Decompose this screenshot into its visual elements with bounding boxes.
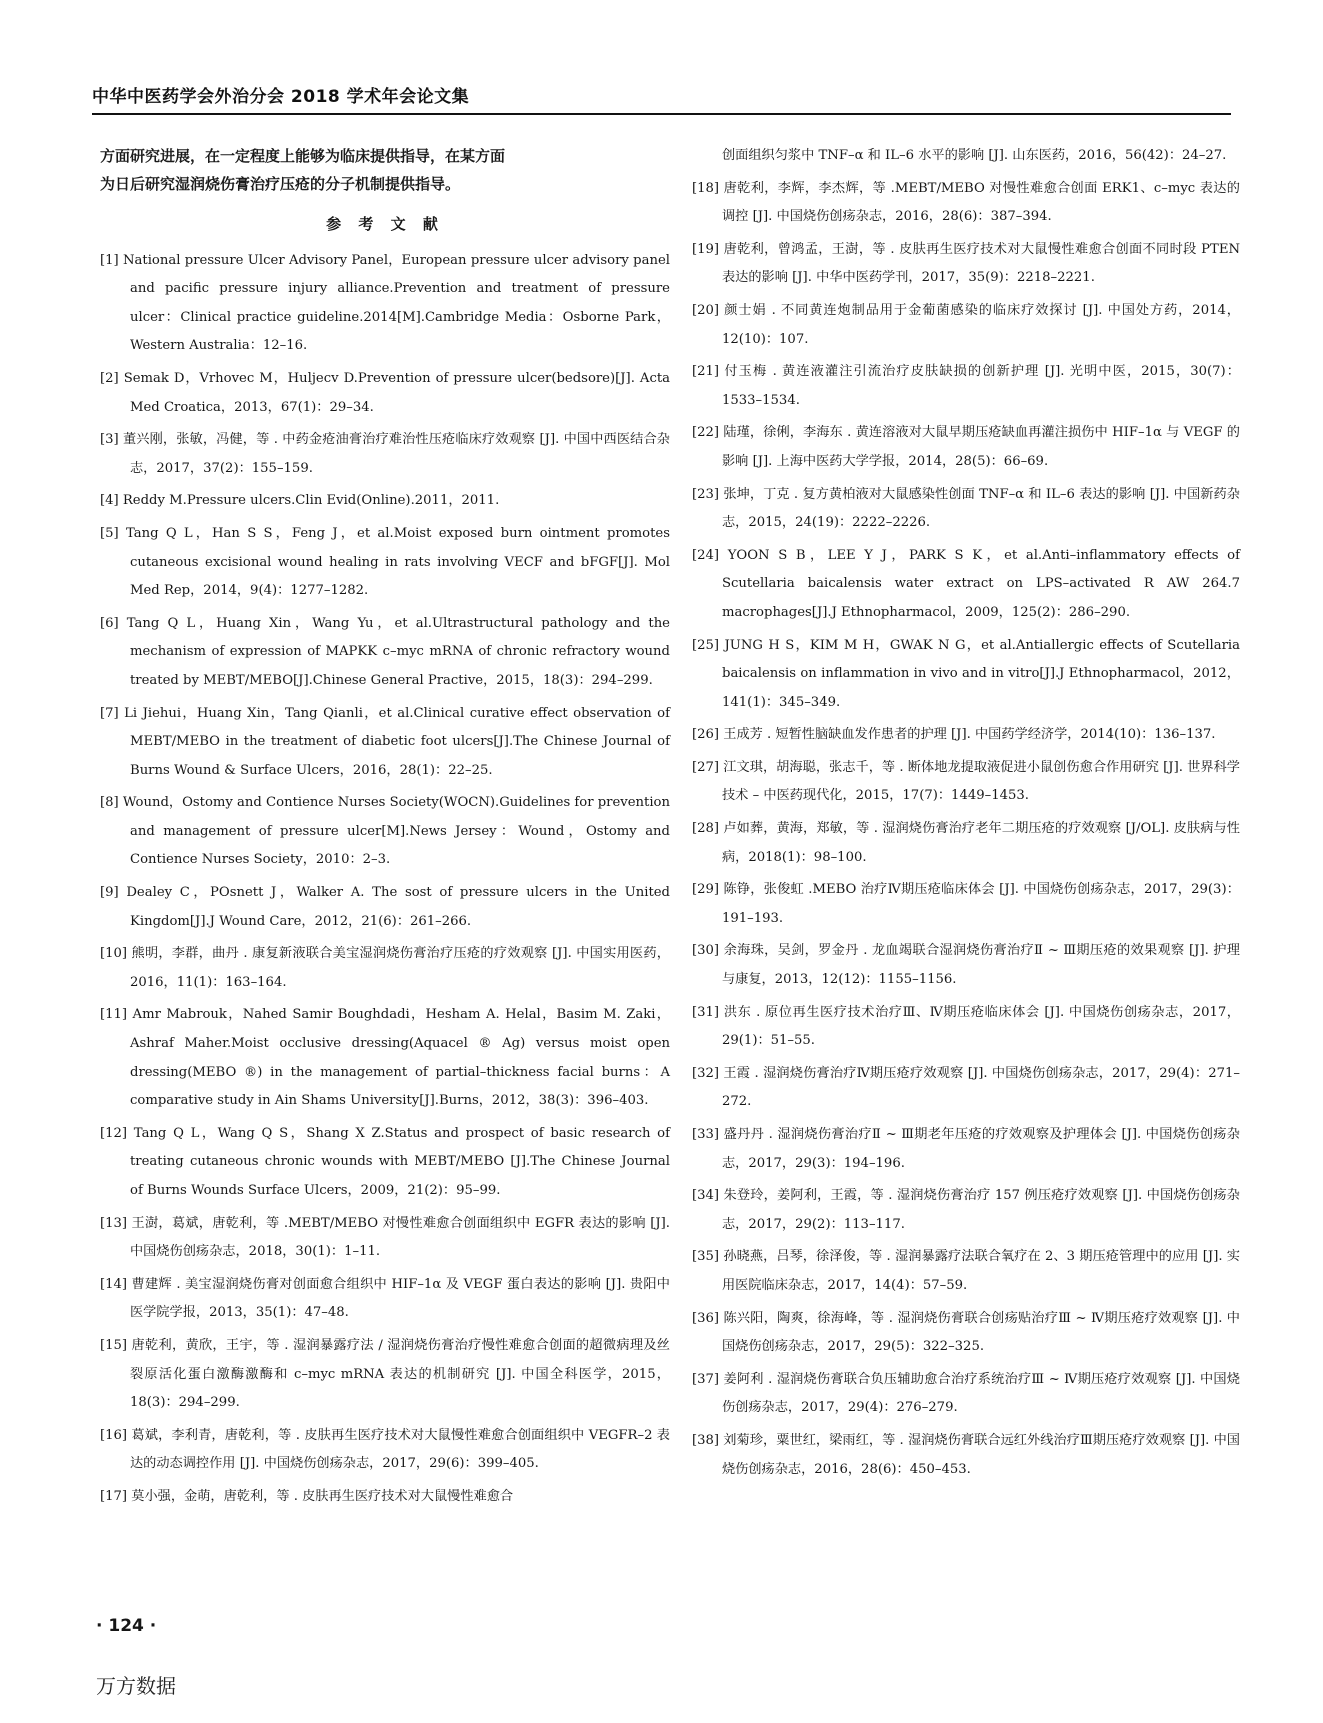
reference-entry: [20] 颜士娟 . 不同黄连炮制品用于金葡菌感染的临床疗效探讨 [J]. 中国处方药，2014，12(10)：107. [692,302,1240,347]
reference-entry: [13] 王澍，葛斌，唐乾利，等 .MEBT/MEBO 对慢性难愈合创面组织中 EGFR 表达的影响 [J]. 中国烧伤创疡杂志，2018，30(1)：1–11. [100,1215,670,1260]
reference-entry: [23] 张坤，丁克 . 复方黄柏液对大鼠感染性创面 TNF–α 和 IL–6 表达的影响 [J]. 中国新药杂志，2015，24(19)：2222–2226. [692,486,1240,531]
reference-entry: [7] Li Jiehui，Huang Xin，Tang Qianli，et al.Clinical curative effect observation of MEBT/MEBO in the treatment of diabetic foot ulcers[J].The Chinese Journal of Burns Wound & Surface Ulcers，2016，28(1)：22–25. [100,705,670,778]
reference-entry: [37] 姜阿利 . 湿润烧伤膏联合负压辅助愈合治疗系统治疗Ⅲ ~ Ⅳ期压疮疗效观察 [J]. 中国烧伤创疡杂志，2017，29(4)：276–279. [692,1371,1240,1416]
reference-list-right [692,142,1240,1484]
reference-entry: 创面组织匀浆中 TNF–α 和 IL–6 水平的影响 [J]. 山东医药，2016，56(42)：24–27. [722,148,1227,163]
reference-entry: [34] 朱登玲，姜阿利，王霞，等 . 湿润烧伤膏治疗 157 例压疮疗效观察 [J]. 中国烧伤创疡杂志，2017，29(2)：113–117. [692,1188,1240,1232]
reference-entry: [5] Tang Q L，Han S S，Feng J，et al.Moist exposed burn ointment promotes cutaneous excisional wound healing in rats involving VECF and bFGF[J]. Mol Med Rep，2014，9(4)：1277–1282. [100,525,670,599]
reference-entry: [25] JUNG H S，KIM M H，GWAK N G，et al.Antiallergic effects of Scutellaria baicalensis on inflammation in vivo and in vitro[J].J Ethnopharmacol，2012，141(1)：345–349. [692,637,1240,710]
intro-paragraph [100,142,670,198]
reference-entry: [35] 孙晓燕，吕琴，徐泽俊，等 . 湿润暴露疗法联合氧疗在 2、3 期压疮管理中的应用 [J]. 实用医院临床杂志，2017，14(4)：57–59. [692,1249,1240,1293]
reference-entry: [15] 唐乾利，黄欣，王宇，等 . 湿润暴露疗法 / 湿润烧伤膏治疗慢性难愈合创面的超微病理及丝裂原活化蛋白激酶激酶和 c–myc mRNA 表达的机制研究 [J]. 中国全科医学，2015，18(3)：294–299. [100,1337,670,1411]
reference-entry: [17] 莫小强，金萌，唐乾利，等 . 皮肤再生医疗技术对大鼠慢性难愈合 [100,1488,514,1504]
reference-entry: [36] 陈兴阳，陶爽，徐海峰，等 . 湿润烧伤膏联合创疡贴治疗Ⅲ ~ Ⅳ期压疮疗效观察 [J]. 中国烧伤创疡杂志，2017，29(5)：322–325. [692,1310,1240,1355]
reference-entry: [2] Semak D，Vrhovec M，Huljecv D.Prevention of pressure ulcer(bedsore)[J]. Acta Med Croatica，2013，67(1)：29–34. [100,370,670,415]
reference-entry: [29] 陈铮，张俊虹 .MEBO 治疗Ⅳ期压疮临床体会 [J]. 中国烧伤创疡杂志，2017，29(3)：191–193. [692,882,1240,926]
reference-entry: [28] 卢如葬，黄海，郑敏，等 . 湿润烧伤膏治疗老年二期压疮的疗效观察 [J/OL]. 皮肤病与性病，2018(1)：98–100. [692,821,1240,865]
reference-entry: [27] 江文琪，胡海聪，张志千，等 . 断体地龙提取液促进小鼠创伤愈合作用研究 [J]. 世界科学技术 – 中医药现代化，2015，17(7)：1449–1453. [692,759,1240,804]
running-header: 中华中医药学会外治分会 2018 学术年会论文集 [92,87,470,107]
header-rule [92,113,1231,115]
reference-entry: [24] YOON S B，LEE Y J，PARK S K，et al.Anti–inflammatory effects of Scutellaria baicalensis water extract on LPS–activated R AW 264.7 macrophages[J].J Ethnopharmacol，2009，125(2)：286–290. [692,547,1240,620]
reference-entry: [11] Amr Mabrouk，Nahed Samir Boughdadi，Hesham A. Helal，Basim M. Zaki，Ashraf Maher.Moist occlusive dressing(Aquacel ® Ag) versus moist open dressing(MEBO ®) in the management of partial–thickness facial burns：A comparative study in Ain Shams University[J].Burns，2012，38(3)：396–403. [100,1007,670,1109]
intro-line: 方面研究进展，在一定程度上能够为临床提供指导，在某方面 [100,147,506,165]
reference-entry: [38] 刘菊珍，粟世红，梁雨红，等 . 湿润烧伤膏联合远红外线治疗Ⅲ期压疮疗效观察 [J]. 中国烧伤创疡杂志，2016，28(6)：450–453. [692,1432,1240,1477]
reference-entry: [21] 付玉梅 . 黄连液灌注引流治疗皮肤缺损的创新护理 [J]. 光明中医，2015，30(7)：1533–1534. [692,364,1240,408]
reference-entry: [14] 曹建辉 . 美宝湿润烧伤膏对创面愈合组织中 HIF–1α 及 VEGF 蛋白表达的影响 [J]. 贵阳中医学院学报，2013，35(1)：47–48. [100,1276,670,1321]
reference-list-left [100,247,670,1512]
reference-entry: [9] Dealey C，POsnett J，Walker A. The sost of pressure ulcers in the United Kingdom[J].J Wound Care，2012，21(6)：261–266. [100,885,670,929]
reference-entry: [19] 唐乾利，曾鸿孟，王澍，等 . 皮肤再生医疗技术对大鼠慢性难愈合创面不同时段 PTEN 表达的影响 [J]. 中华中医药学刊，2017，35(9)：2218–2221. [692,241,1240,286]
intro-line: 为日后研究湿润烧伤膏治疗压疮的分子机制提供指导。 [100,175,461,193]
reference-entry: [31] 洪东 . 原位再生医疗技术治疗Ⅲ、Ⅳ期压疮临床体会 [J]. 中国烧伤创疡杂志，2017，29(1)：51–55. [692,1004,1240,1049]
watermark-text: 万方数据 [96,1674,176,1698]
reference-entry: [4] Reddy M.Pressure ulcers.Clin Evid(Online).2011，2011. [100,493,500,509]
reference-entry: [32] 王霞 . 湿润烧伤膏治疗Ⅳ期压疮疗效观察 [J]. 中国烧伤创疡杂志，2017，29(4)：271–272. [692,1065,1240,1110]
reference-entry: [1] National pressure Ulcer Advisory Panel，European pressure ulcer advisory panel and pacific pressure injury alliance.Prevention and treatment of pressure ulcer：Clinical practice guideline.2014[M].Cambridge Media：Osborne Park，Western Australia：12–16. [100,252,670,354]
right-column [692,142,1240,1488]
reference-entry: [10] 熊明，李群，曲丹 . 康复新液联合美宝湿润烧伤膏治疗压疮的疗效观察 [J]. 中国实用医药，2016，11(1)：163–164. [100,946,670,990]
reference-entry: [16] 葛斌，李利青，唐乾利，等 . 皮肤再生医疗技术对大鼠慢性难愈合创面组织中 VEGFR–2 表达的动态调控作用 [J]. 中国烧伤创疡杂志，2017，29(6)：399–405. [100,1427,670,1472]
reference-entry: [3] 董兴刚，张敏，冯健，等 . 中药金疮油膏治疗难治性压疮临床疗效观察 [J]. 中国中西医结合杂志，2017，37(2)：155–159. [100,432,670,476]
left-column [100,142,670,1516]
reference-entry: [26] 王成芳 . 短暂性脑缺血发作患者的护理 [J]. 中国药学经济学，2014(10)：136–137. [692,727,1216,743]
reference-entry: [22] 陆瑾，徐俐，李海东 . 黄连溶液对大鼠早期压疮缺血再灌注损伤中 HIF–1α 与 VEGF 的影响 [J]. 上海中医药大学学报，2014，28(5)：66–69. [692,425,1240,469]
reference-entry: [18] 唐乾利，李辉，李杰辉，等 .MEBT/MEBO 对慢性难愈合创面 ERK1、c–myc 表达的调控 [J]. 中国烧伤创疡杂志，2016，28(6)：387–394. [692,180,1240,225]
references-heading: 参 考 文 献 [326,215,444,233]
reference-entry: [33] 盛丹丹 . 湿润烧伤膏治疗Ⅱ ~ Ⅲ期老年压疮的疗效观察及护理体会 [J]. 中国烧伤创疡杂志，2017，29(3)：194–196. [692,1127,1240,1171]
reference-entry: [12] Tang Q L，Wang Q S，Shang X Z.Status and prospect of basic research of treating cutaneous chronic wounds with MEBT/MEBO [J].The Chinese Journal of Burns Wounds Surface Ulcers，2009，21(2)：95–99. [100,1125,670,1198]
reference-entry: [6] Tang Q L，Huang Xin，Wang Yu，et al.Ultrastructural pathology and the mechanism of expression of MAPKK c–myc mRNA of chronic refractory wound treated by MEBT/MEBO[J].Chinese General Practive，2015，18(3)：294–299. [100,615,670,688]
page-number: · 124 · [96,1616,157,1636]
reference-entry: [30] 余海珠，吴剑，罗金丹 . 龙血竭联合湿润烧伤膏治疗Ⅱ ~ Ⅲ期压疮的效果观察 [J]. 护理与康复，2013，12(12)：1155–1156. [692,943,1240,988]
reference-entry: [8] Wound，Ostomy and Contience Nurses Society(WOCN).Guidelines for prevention and management of pressure ulcer[M].News Jersey：Wound，Ostomy and Contience Nurses Society，2010：2–3. [100,795,670,868]
